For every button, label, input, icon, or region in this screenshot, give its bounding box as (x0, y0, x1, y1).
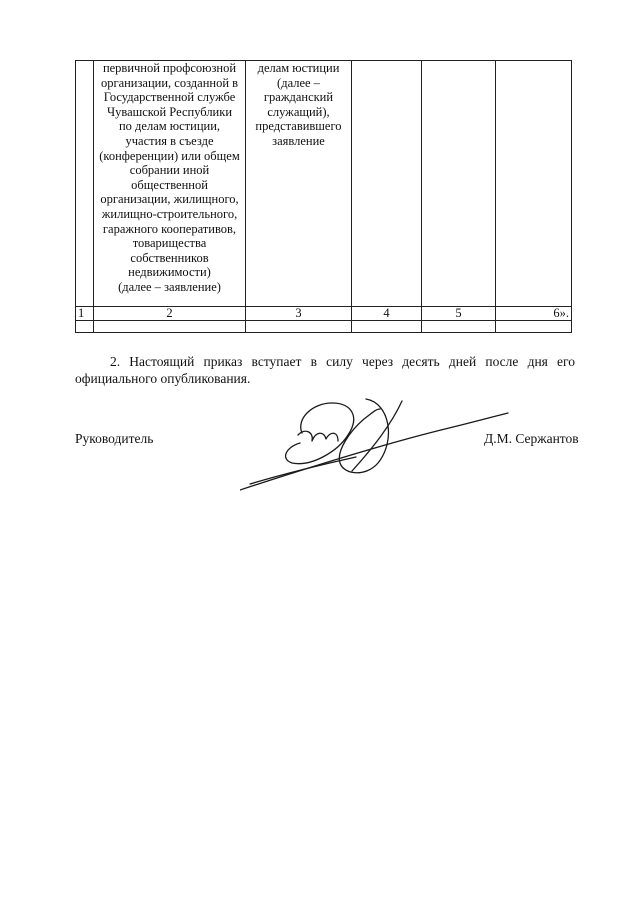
table-cell (76, 321, 94, 333)
document-table (75, 60, 572, 333)
column-number: 4 (352, 307, 422, 321)
table-cell (496, 61, 572, 307)
handwritten-signature (240, 393, 510, 493)
column-number: 5 (422, 307, 496, 321)
order-paragraph (75, 353, 575, 387)
table-cell (94, 61, 246, 307)
column-number: 1 (76, 307, 94, 321)
column-number: 6». (496, 307, 572, 321)
table-cell (352, 321, 422, 333)
table-empty-row (76, 321, 572, 333)
table-cell (422, 321, 496, 333)
table-cell (246, 61, 352, 307)
table-cell (246, 321, 352, 333)
table-cell (496, 321, 572, 333)
cell-application-description: первичной профсоюзной организации, созданной в Государственной службе Чувашской Республики по делам юстиции, участия в съезде (конференции) или общем собрании иной общественной организации, жилищного, жилищно-строительного, гаражного кооперативов, товарищества собственников недвижимости) (далее – заявление) (99, 61, 240, 294)
table-number-row (76, 307, 572, 321)
cell-civil-servant-description: делам юстиции (далее – гражданский служащий), представившего заявление (255, 61, 342, 148)
signer-role: Руководитель (75, 431, 154, 446)
table-cell (94, 321, 246, 333)
signer-name: Д.М. Сержантов (484, 431, 579, 446)
table-cell (422, 61, 496, 307)
column-number: 2 (94, 307, 246, 321)
column-number: 3 (246, 307, 352, 321)
table-cell (76, 61, 94, 307)
paragraph-line-1: 2. Настоящий приказ вступает в силу через десять дней после дня его (110, 354, 575, 369)
table-cell (352, 61, 422, 307)
paragraph-line-2: официального опубликования. (75, 371, 251, 386)
table-row (76, 61, 572, 307)
